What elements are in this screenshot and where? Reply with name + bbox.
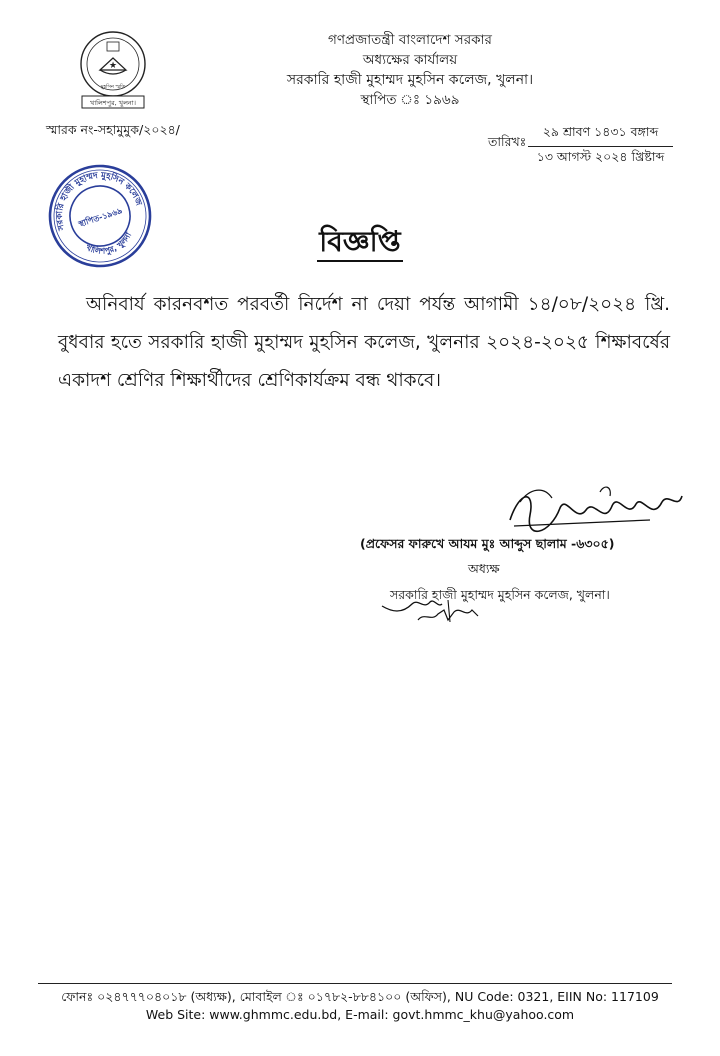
handwritten-initial	[378, 592, 498, 628]
signatory-office: সরকারি হাজী মুহাম্মদ মুহসিন কলেজ, খুলনা।	[390, 587, 610, 602]
signatory-designation: অধ্যক্ষ	[468, 561, 500, 576]
signature-mark	[500, 480, 690, 540]
header-line-college: সরকারি হাজী মুহাম্মদ মুহসিন কলেজ, খুলনা।	[286, 72, 534, 88]
date-bangla: ২৯ শ্রাবণ ১৪৩১ বঙ্গাব্দ	[528, 124, 673, 147]
notice-title-text: বিজ্ঞপ্তি	[317, 225, 402, 262]
svg-text:★: ★	[108, 61, 118, 71]
footer-divider	[38, 983, 672, 984]
notice-title	[0, 220, 720, 267]
header-line-government: গণপ্রজাতন্ত্রী বাংলাদেশ সরকার	[328, 32, 492, 48]
logo-top-text: মুহসিন স্মৃতি	[100, 84, 126, 90]
date-label: তারিখঃ	[488, 134, 527, 149]
seal-bottom-text: খালিশপুর, খুলনা	[84, 230, 134, 256]
footer-contact: ফোনঃ ০২৪৭৭৭০৪০১৮ (অধ্যক্ষ), মোবাইল ঃ ০১৭৮২-৮৮৪১০০ (অফিস), NU Code: 0321, EIIN No: 117109	[61, 989, 659, 1004]
logo-bottom-text: খালিশপুর, খুলনা।	[89, 99, 137, 107]
notice-body	[58, 286, 670, 400]
memo-number: স্মারক নং-সহামুমুক/২০২৪/	[46, 122, 180, 137]
footer-web: Web Site: www.ghmmc.edu.bd, E-mail: govt.hmmc_khu@yahoo.com	[145, 1007, 575, 1022]
header-line-office: অধ্যক্ষের কার্যালয়	[362, 52, 458, 68]
footer	[40, 988, 680, 1024]
date-english: ১৩ আগস্ট ২০২৪ খ্রিষ্টাব্দ	[536, 149, 665, 164]
letterhead	[190, 30, 630, 110]
notice-body-text: অনিবার্য কারনবশত পরবর্তী নির্দেশ না দেয়া পর্যন্ত আগামী ১৪/০৮/২০২৪ খ্রি. বুধবার হতে সরকারি হাজী মুহাম্মদ মুহসিন কলেজ, খুলনার ২০২৪-২০২৫ শিক্ষাবর্ষের একাদশ শ্রেণির শিক্ষার্থীদের শ্রেণিকার্যক্রম বন্ধ থাকবে।	[58, 294, 670, 391]
header-line-established: স্থাপিত ঃ ১৯৬৯	[360, 92, 460, 108]
seal-center-text: স্থাপিত-১৯৬৯	[77, 206, 124, 229]
college-logo	[74, 28, 152, 110]
seal-ring-text: সরকারি হাজী মুহাম্মদ মুহসিন কলেজ	[54, 170, 144, 232]
signatory-name: (প্রফেসর ফারুখে আযম মুঃ আব্দুস ছালাম -৬৩০৫)	[360, 536, 615, 551]
